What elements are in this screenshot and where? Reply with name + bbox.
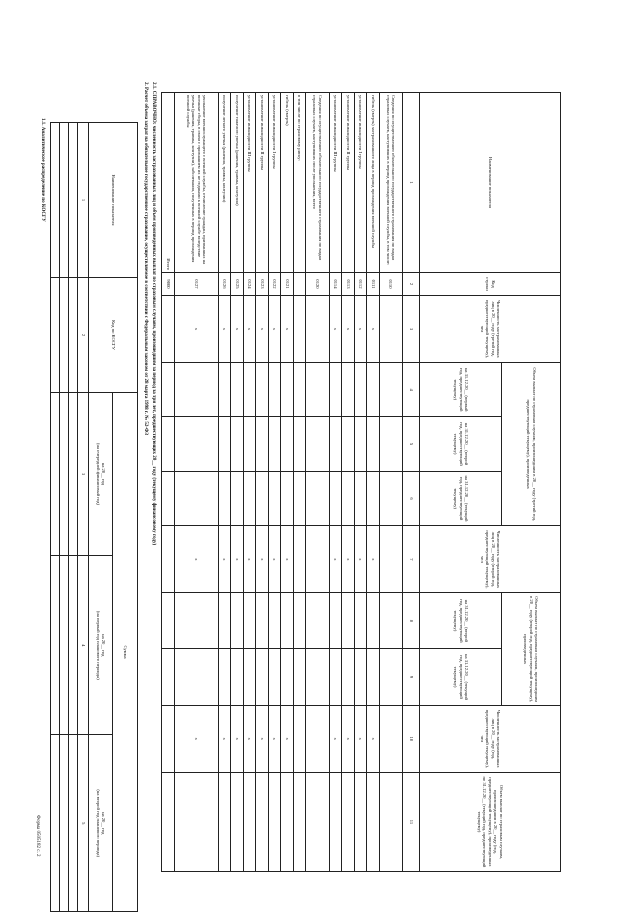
row-code: 0122 <box>268 273 281 296</box>
row-cell <box>379 526 402 593</box>
row-indicator-name: установление инвалидности II группы <box>342 93 355 273</box>
row-cell <box>306 417 329 471</box>
kosgu-col-num: 2 <box>77 278 88 393</box>
row-cell <box>218 772 231 871</box>
row-cell: x <box>329 705 342 772</box>
kosgu-header-year1: на 20__ год (на очередной финансовый год) <box>88 393 113 556</box>
form-code: Форма 0505182 с. 2 <box>35 815 40 857</box>
row-cell <box>354 471 367 526</box>
row-cell <box>218 471 231 526</box>
row-cell <box>367 649 380 706</box>
row-cell <box>162 296 175 363</box>
kosgu-header-code: Код по КОСГУ <box>88 278 137 393</box>
row-cell <box>379 772 402 871</box>
row-cell <box>354 649 367 706</box>
row-cell: x <box>329 296 342 363</box>
col-num: 4 <box>402 363 420 417</box>
row-indicator-name: Сведения по осуществлению обязательного государственного страхования по видам страховых случаев, наступивших в период прохождения военной службы, в том числе: <box>379 93 402 273</box>
row-cell <box>342 417 355 471</box>
row-cell <box>329 772 342 871</box>
table-row <box>268 93 281 872</box>
row-cell <box>162 772 175 871</box>
row-indicator-name: гибель (смерть) <box>281 93 294 273</box>
kosgu-header-indicator: Наименование показателя <box>88 123 137 278</box>
row-cell <box>218 649 231 706</box>
row-code: 0127 <box>174 273 218 296</box>
row-cell <box>293 772 306 871</box>
row-cell: x <box>342 705 355 772</box>
row-cell <box>306 772 329 871</box>
row-cell <box>342 649 355 706</box>
row-cell <box>174 649 218 706</box>
section-2-title: 2. Расчет объема затрат на обязательное государственное страхование, осуществляемое в соответствии с Федеральным законом от 28 марта 1998 г. № 52-ФЗ <box>143 82 148 435</box>
header-volume-3: Объем выплат по страховым случаям, произошедшим в 20__ году (год, предшествующий текущему), произведенных по 31.12.20__ (текущий год, предшествующий текущему) <box>420 772 561 871</box>
row-cell <box>174 471 218 526</box>
row-cell <box>306 471 329 526</box>
row-cell <box>231 593 244 649</box>
row-cell <box>293 296 306 363</box>
row-cell <box>306 526 329 593</box>
row-cell <box>231 649 244 706</box>
row-cell <box>162 526 175 593</box>
row-code: 0111 <box>367 273 380 296</box>
row-cell <box>231 417 244 471</box>
row-cell <box>293 417 306 471</box>
table-row <box>354 93 367 872</box>
row-cell <box>268 593 281 649</box>
row-cell <box>174 772 218 871</box>
kosgu-col-num: 4 <box>77 556 88 735</box>
row-cell <box>268 417 281 471</box>
header-period-1: на 31.12.20__ (первый год, предшествующий текущему) <box>420 363 502 417</box>
row-cell <box>306 593 329 649</box>
row-cell <box>256 363 269 417</box>
header-row-code: Код строки <box>420 273 561 296</box>
row-cell <box>243 363 256 417</box>
row-cell <box>354 363 367 417</box>
row-cell <box>379 417 402 471</box>
row-indicator-name: Сведения по осуществлению обязательного государственного страхования по видам страховых случаев, наступивших после увольнения, всего <box>306 93 329 273</box>
col-num: 7 <box>402 526 420 593</box>
row-cell <box>256 417 269 471</box>
row-cell: x <box>256 705 269 772</box>
row-cell: x <box>256 526 269 593</box>
row-cell: x <box>268 526 281 593</box>
row-cell <box>281 417 294 471</box>
row-cell <box>306 649 329 706</box>
row-cell <box>281 649 294 706</box>
row-cell <box>231 363 244 417</box>
row-cell <box>162 471 175 526</box>
row-cell <box>367 593 380 649</box>
row-cell: x <box>218 526 231 593</box>
row-cell <box>293 363 306 417</box>
table-row <box>162 93 175 872</box>
row-cell <box>162 363 175 417</box>
row-cell <box>231 471 244 526</box>
row-cell <box>281 593 294 649</box>
row-code: 0113 <box>342 273 355 296</box>
row-cell <box>293 649 306 706</box>
col-num: 3 <box>402 296 420 363</box>
col-num: 2 <box>402 273 420 296</box>
row-cell: x <box>231 526 244 593</box>
row-cell <box>329 593 342 649</box>
kosgu-col-num: 3 <box>77 393 88 556</box>
row-cell <box>174 593 218 649</box>
row-cell <box>268 649 281 706</box>
row-cell: x <box>174 526 218 593</box>
row-cell: x <box>218 296 231 363</box>
row-cell <box>218 363 231 417</box>
row-cell <box>354 772 367 871</box>
row-cell <box>243 649 256 706</box>
row-cell: x <box>342 296 355 363</box>
table-row <box>174 93 218 872</box>
row-cell <box>306 363 329 417</box>
row-cell <box>306 296 329 363</box>
row-cell <box>293 705 306 772</box>
row-cell <box>256 649 269 706</box>
table-row <box>367 93 380 872</box>
row-indicator-name: установление инвалидности III группы <box>329 93 342 273</box>
header-count-1: Численность застрахованных лиц в 20__ году (третий год, предшествующий текущему), чел <box>420 296 561 363</box>
row-cell <box>281 772 294 871</box>
header-period-5: на 31.12.20__ (текущий год, предшествующий текущему) <box>420 649 502 706</box>
kosgu-col-num: 1 <box>77 123 88 278</box>
col-num: 8 <box>402 593 420 649</box>
row-cell <box>293 593 306 649</box>
col-num: 1 <box>402 93 420 273</box>
row-cell: x <box>231 705 244 772</box>
row-indicator-name: Итого <box>162 93 175 273</box>
row-code: 0112 <box>354 273 367 296</box>
row-cell: x <box>367 705 380 772</box>
row-cell <box>243 471 256 526</box>
header-count-3: Численность застрахованных лиц в 20__ году (год, предшествующий текущему), чел <box>420 705 561 772</box>
row-cell <box>162 593 175 649</box>
table-row <box>293 93 306 872</box>
section-2-1-title: 2.1. СПРАВОЧНО: численность застрахованных лиц и объем произведенных выплат по страховым случаям, произошедшим за период за три лет, предшествующих 20__ году (текущему финансовому году) <box>151 82 156 546</box>
row-cell <box>342 363 355 417</box>
table-row <box>231 93 244 872</box>
row-cell: x <box>174 296 218 363</box>
row-cell: x <box>367 296 380 363</box>
row-cell: x <box>256 296 269 363</box>
row-code: 0125 <box>231 273 244 296</box>
row-cell <box>243 772 256 871</box>
row-cell <box>367 471 380 526</box>
header-volume-2: Объем выплат по страховым случаям, произошедшим в 20__ году (второй год, предшествующий текущему), произведенных <box>502 593 561 705</box>
row-code: 0120 <box>306 273 329 296</box>
row-cell <box>256 772 269 871</box>
row-cell <box>268 471 281 526</box>
table-row <box>256 93 269 872</box>
row-code: 0114 <box>329 273 342 296</box>
row-cell <box>379 471 402 526</box>
row-cell <box>342 593 355 649</box>
table-row <box>243 93 256 872</box>
row-cell <box>281 471 294 526</box>
row-cell <box>268 363 281 417</box>
row-cell <box>379 649 402 706</box>
col-num: 5 <box>402 417 420 471</box>
row-cell: x <box>354 296 367 363</box>
row-cell: x <box>268 296 281 363</box>
col-num: 6 <box>402 471 420 526</box>
kosgu-table <box>50 122 138 912</box>
row-cell: x <box>243 705 256 772</box>
row-cell: x <box>268 705 281 772</box>
header-count-2: Численность застрахованных лиц в 20__ году (второй год, предшествующий текущему), чел <box>420 526 561 593</box>
row-cell: x <box>329 526 342 593</box>
row-indicator-name: установление инвалидности II группы <box>256 93 269 273</box>
header-volume-1: Объем выплат по страховым случаям, произошедшим в 20__ году (третий год, предшествующий текущему), произведенных <box>502 363 561 526</box>
row-cell: x <box>218 705 231 772</box>
row-cell <box>268 772 281 871</box>
row-cell: x <box>367 526 380 593</box>
row-indicator-name: получение тяжелого увечья (ранения, травмы, контузии) <box>231 93 244 273</box>
row-cell <box>243 593 256 649</box>
row-cell <box>162 705 175 772</box>
row-cell <box>342 471 355 526</box>
row-cell: x <box>354 705 367 772</box>
row-cell <box>329 363 342 417</box>
row-cell: x <box>231 296 244 363</box>
kosgu-col-num: 5 <box>77 735 88 912</box>
row-indicator-name: установление инвалидности I группы <box>268 93 281 273</box>
row-cell <box>162 649 175 706</box>
table-row <box>281 93 294 872</box>
benefits-table <box>161 92 561 872</box>
table-row <box>329 93 342 872</box>
row-cell <box>162 417 175 471</box>
row-cell <box>306 705 329 772</box>
section-1-1-title: 1.1. Аналитическое распределение по КОСГУ <box>40 118 45 222</box>
row-cell <box>281 363 294 417</box>
row-cell <box>243 417 256 471</box>
row-cell <box>367 417 380 471</box>
row-cell <box>256 471 269 526</box>
row-cell <box>329 471 342 526</box>
row-cell: x <box>342 526 355 593</box>
row-cell <box>256 593 269 649</box>
row-indicator-name: в том числе по страховому риску: <box>293 93 306 273</box>
kosgu-header-year2: на 20__ год (на первый год планового периода) <box>88 556 113 735</box>
row-indicator-name: установление инвалидности III группы <box>243 93 256 273</box>
row-cell <box>354 593 367 649</box>
row-cell <box>293 471 306 526</box>
row-cell: x <box>281 296 294 363</box>
row-code: 0126 <box>218 273 231 296</box>
row-code: 0124 <box>243 273 256 296</box>
col-num: 11 <box>402 772 420 871</box>
row-cell <box>218 417 231 471</box>
header-period-4: на 31.12.20__ (второй год, предшествующий текущему) <box>420 593 502 649</box>
header-period-3: на 31.12.20__ (текущий год, предшествующий текущему) <box>420 471 502 526</box>
table-row <box>306 93 329 872</box>
kosgu-header-year3: на 20__ год (на второй год планового периода) <box>88 735 113 912</box>
row-cell <box>379 363 402 417</box>
row-cell <box>367 363 380 417</box>
row-cell <box>174 417 218 471</box>
row-cell <box>174 363 218 417</box>
row-cell <box>379 296 402 363</box>
row-indicator-name: получение легкого увечья (ранения, травмы, контузии) <box>218 93 231 273</box>
row-cell <box>379 705 402 772</box>
row-cell <box>367 772 380 871</box>
row-indicator-name: установление инвалидности I группы <box>354 93 367 273</box>
table-row <box>218 93 231 872</box>
row-cell <box>379 593 402 649</box>
col-num: 9 <box>402 649 420 706</box>
row-cell <box>231 772 244 871</box>
benefits-table-body <box>162 93 403 872</box>
row-cell <box>293 526 306 593</box>
row-cell <box>218 593 231 649</box>
row-code: 0123 <box>256 273 269 296</box>
col-num: 10 <box>402 705 420 772</box>
header-indicator-name: Наименование показателя <box>420 93 561 273</box>
row-cell: x <box>243 526 256 593</box>
row-cell <box>354 417 367 471</box>
row-indicator-name: гибель (смерть) застрахованного лица в период прохождения военной службы <box>367 93 380 273</box>
kosgu-header-amount: Сумма <box>113 393 138 912</box>
row-cell: x <box>243 296 256 363</box>
row-code: 0110 <box>379 273 402 296</box>
row-cell <box>329 417 342 471</box>
row-cell <box>342 772 355 871</box>
row-code: 0121 <box>281 273 294 296</box>
table-row <box>342 93 355 872</box>
row-cell: x <box>354 526 367 593</box>
row-cell <box>329 649 342 706</box>
row-cell: x <box>281 526 294 593</box>
row-cell: x <box>174 705 218 772</box>
row-code <box>293 273 306 296</box>
header-period-2: на 31.12.20__ (второй год, предшествующий текущему) <box>420 417 502 471</box>
row-code: 9000 <box>162 273 175 296</box>
row-indicator-name: увольнение военнослужащего с военной службы, отчисление граждан, призванных на военные сборы, в связи с признанием их не годными к военной службе вследствие увечья (ранения, травмы, контузии), заболевания, полученных в период прохождения военной службы <box>174 93 218 273</box>
table-row <box>379 93 402 872</box>
row-cell: x <box>281 705 294 772</box>
